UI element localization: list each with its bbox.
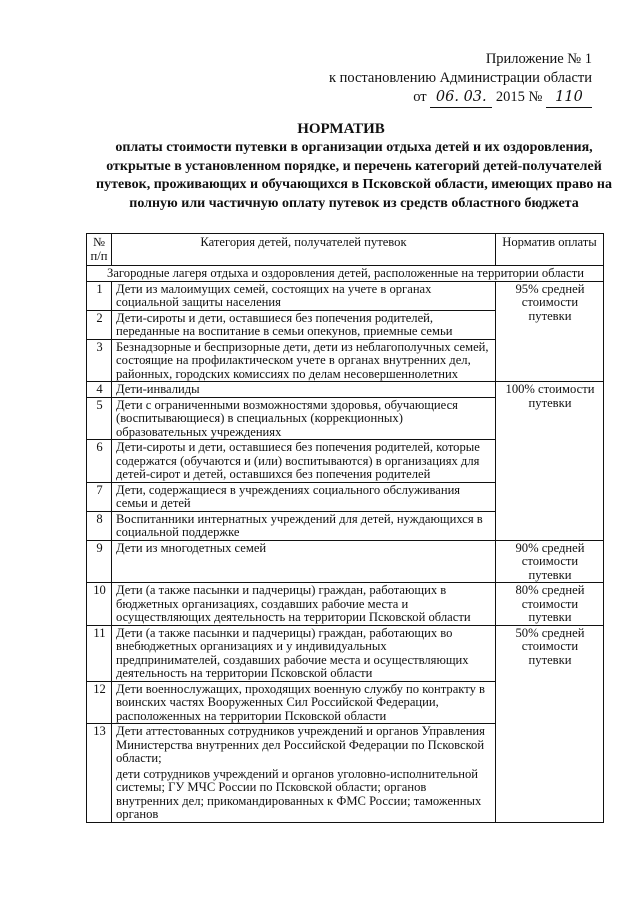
document-subtitle: оплаты стоимости путевки в организации отдыха детей и их оздоровления, открытые в установленном порядке, и перечень категорий детей-получателей путевок, проживающих и обучающихся в Псковской области, имеющих право на полную или частичную оплату путевок из средств областного бюджета (96, 140, 612, 211)
row-category: Дети (а также пасынки и падчерицы) граждан, работающих в бюджетных организациях, создавших рабочие места и осуществляющих деятельность на территории Псковской области (112, 583, 496, 626)
document-title: НОРМАТИВ (297, 121, 385, 137)
rate-100: 100% стоимости путевки (496, 382, 604, 541)
table-row (87, 382, 604, 398)
row-category: Дети военнослужащих, проходящих военную службу по контракту в воинских частях Вооруженных Сил Российской Федерации, расположенных на территории Псковской области (112, 681, 496, 724)
row-number: 5 (87, 397, 112, 440)
row-category-part2: дети сотрудников учреждений и органов уголовно-исполнительной системы; ГУ МЧС России по Псковской области; органов внутренних дел; прикомандированных к ФМС России; таможенных органов (116, 766, 482, 821)
date-prefix: от (413, 89, 427, 105)
handwritten-number: 110 (546, 88, 592, 108)
row-category: Дети-инвалиды (112, 382, 496, 398)
row-category: Дети (а также пасынки и падчерицы) граждан, работающих во внебюджетных организациях и у индивидуальных предпринимателей, создавших рабочие места и осуществляющих деятельность на территории Псковской области (112, 625, 496, 681)
table-row (87, 583, 604, 626)
table-row (87, 625, 604, 681)
row-number: 11 (87, 625, 112, 681)
rate-80: 80% средней стоимости путевки (496, 583, 604, 626)
row-number: 8 (87, 511, 112, 540)
appendix-reference: к постановлению Администрации области (328, 70, 592, 86)
row-category: Воспитанники интернатных учреждений для детей, нуждающихся в социальной поддержке (112, 511, 496, 540)
row-number: 13 (87, 724, 112, 823)
row-category: Дети-сироты и дети, оставшиеся без попечения родителей, которые содержатся (обучаются и (или) воспитываются) в организациях для детей-сирот и детей, оставшихся без попечения родителей (112, 440, 496, 483)
row-category: Дети из малоимущих семей, состоящих на учете в органах социальной защиты населения (112, 281, 496, 310)
table-row (87, 281, 604, 310)
table-row (87, 540, 604, 583)
appendix-date-line (329, 88, 592, 108)
row-number: 6 (87, 440, 112, 483)
row-number: 4 (87, 382, 112, 398)
section-title: Загородные лагеря отдыха и оздоровления детей, расположенные на территории области (87, 266, 604, 282)
row-category-part1: Дети аттестованных сотрудников учреждений и органов Управления Министерства внутренних дел Российской Федерации по Псковской области; (116, 724, 485, 765)
table-header-row (87, 234, 604, 266)
norm-table (86, 233, 604, 823)
rate-90: 90% средней стоимости путевки (496, 540, 604, 583)
row-number: 9 (87, 540, 112, 583)
header-rate: Норматив оплаты (496, 234, 604, 266)
row-category: Дети-сироты и дети, оставшиеся без попечения родителей, переданные на воспитание в семьи опекунов, приемные семьи (112, 310, 496, 339)
row-category: Безнадзорные и беспризорные дети, дети из неблагополучных семей, состоящие на профилактическом учете в органах внутренних дел, районных, городских комиссиях по делам несовершеннолетних (112, 339, 496, 382)
appendix-block (329, 50, 592, 108)
row-number: 12 (87, 681, 112, 724)
row-category (112, 724, 496, 823)
appendix-number: Приложение № 1 (485, 51, 592, 67)
rate-50: 50% средней стоимости путевки (496, 625, 604, 822)
header-num: № п/п (87, 234, 112, 266)
date-year: 2015 (495, 89, 525, 105)
row-number: 2 (87, 310, 112, 339)
row-category: Дети, содержащиеся в учреждениях социального обслуживания семьи и детей (112, 482, 496, 511)
number-sign: № (528, 89, 543, 105)
row-category: Дети с ограниченными возможностями здоровья, обучающиеся (воспитывающиеся) в специальных (коррекционных) образовательных учреждениях (112, 397, 496, 440)
rate-95: 95% средней стоимости путевки (496, 281, 604, 382)
row-number: 1 (87, 281, 112, 310)
row-number: 10 (87, 583, 112, 626)
header-category: Категория детей, получателей путевок (112, 234, 496, 266)
handwritten-date: 06. 03. (430, 88, 492, 108)
section-row (87, 266, 604, 282)
row-number: 7 (87, 482, 112, 511)
row-number: 3 (87, 339, 112, 382)
row-category: Дети из многодетных семей (112, 540, 496, 583)
